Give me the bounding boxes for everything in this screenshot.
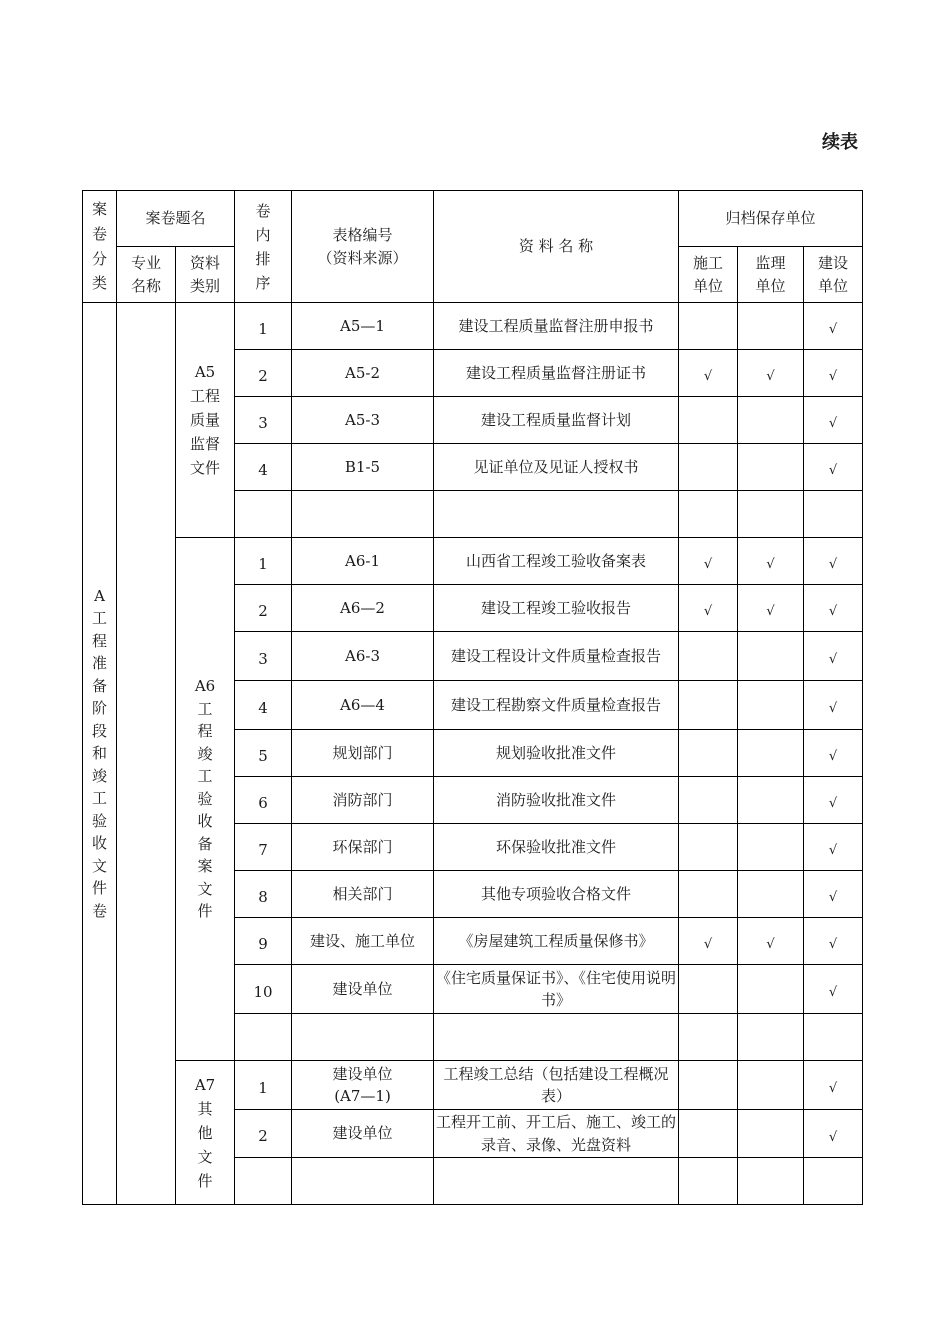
check-construction: √ xyxy=(703,604,713,620)
row-material-name: 建设工程勘察文件质量检查报告 xyxy=(434,681,679,730)
check-construction: √ xyxy=(703,369,713,385)
row-material-name: 环保验收批准文件 xyxy=(434,824,679,871)
row-seq: 5 xyxy=(258,746,268,765)
row-seq: 1 xyxy=(258,319,268,338)
check-construction: √ xyxy=(703,937,713,953)
header-unit-owner: 建设单位 xyxy=(804,247,863,303)
check-owner: √ xyxy=(828,1129,838,1145)
row-form-code: 建设单位 xyxy=(332,1124,393,1143)
check-supervision: √ xyxy=(766,937,775,953)
row-form-code: A6-1 xyxy=(345,551,381,570)
header-unit-construction: 施工单位 xyxy=(679,247,738,303)
header-material-name: 资 料 名 称 xyxy=(434,191,679,303)
row-seq: 8 xyxy=(258,887,268,906)
check-owner: √ xyxy=(828,796,838,812)
group-a6-label: A6工程竣工验收备案文件 xyxy=(176,538,235,1061)
check-owner: √ xyxy=(828,322,838,338)
row-form-code: 规划部门 xyxy=(332,743,393,762)
header-form-number xyxy=(292,191,434,303)
archive-table xyxy=(82,190,863,1205)
row-seq: 6 xyxy=(258,793,268,812)
table-row xyxy=(83,1061,863,1110)
row-form-code: A5-3 xyxy=(345,410,381,429)
group-a5-label: A5工程质量监督文件 xyxy=(176,303,235,538)
group-a7-label: A7其他文件 xyxy=(176,1061,235,1205)
row-form-code: A6—4 xyxy=(340,695,385,714)
row-seq: 2 xyxy=(258,601,268,620)
header-specialty-name: 专业名称 xyxy=(117,247,176,303)
row-form-code-cell xyxy=(292,1061,434,1110)
row-seq: 3 xyxy=(258,649,268,668)
row-form-code: 相关部门 xyxy=(332,884,393,903)
row-material-name: 其他专项验收合格文件 xyxy=(434,871,679,918)
check-owner: √ xyxy=(828,416,838,432)
row-material-name: 见证单位及见证人授权书 xyxy=(434,444,679,491)
check-owner: √ xyxy=(828,1081,838,1097)
row-form-code: B1-5 xyxy=(344,457,381,476)
check-owner: √ xyxy=(828,843,838,859)
row-material-name: 《房屋建筑工程质量保修书》 xyxy=(434,918,679,965)
row-material-name: 建设工程质量监督注册申报书 xyxy=(434,303,679,350)
row-form-code-secondary: (A7—1) xyxy=(334,1087,391,1105)
check-owner: √ xyxy=(828,890,838,906)
row-seq: 10 xyxy=(253,982,273,1001)
row-material-name: 工程竣工总结（包括建设工程概况表） xyxy=(434,1061,679,1110)
row-seq: 4 xyxy=(258,460,268,479)
row-material-name: 规划验收批准文件 xyxy=(434,730,679,777)
check-owner: √ xyxy=(828,604,838,620)
row-material-name: 山西省工程竣工验收备案表 xyxy=(434,538,679,585)
check-owner: √ xyxy=(828,557,838,573)
row-material-name: 建设工程质量监督注册证书 xyxy=(434,350,679,397)
row-form-code: 建设单位 xyxy=(332,1064,393,1083)
table-row xyxy=(83,538,863,585)
check-owner: √ xyxy=(828,985,838,1001)
row-seq: 1 xyxy=(258,554,268,573)
row-seq: 2 xyxy=(258,366,268,385)
check-owner: √ xyxy=(828,652,838,668)
table-row xyxy=(83,303,863,350)
header-archive-units: 归档保存单位 xyxy=(679,191,863,247)
row-form-code: 建设单位 xyxy=(332,979,393,998)
continued-table-label: 续表 xyxy=(822,132,858,153)
row-seq: 4 xyxy=(258,698,268,717)
form-source-label: （资料来源） xyxy=(317,248,408,267)
header-unit-supervision: 监理单位 xyxy=(738,247,804,303)
header-volume-title: 案卷题名 xyxy=(117,191,235,247)
row-seq: 7 xyxy=(258,840,268,859)
check-supervision: √ xyxy=(766,557,775,573)
check-construction: √ xyxy=(703,557,713,573)
specialty-name-cell xyxy=(117,303,176,1205)
check-owner: √ xyxy=(828,463,838,479)
check-supervision: √ xyxy=(766,369,775,385)
check-owner: √ xyxy=(828,749,838,765)
header-material-type: 资料类别 xyxy=(176,247,235,303)
row-material-name: 建设工程设计文件质量检查报告 xyxy=(434,632,679,681)
check-owner: √ xyxy=(828,369,838,385)
row-seq: 3 xyxy=(258,413,268,432)
form-number-label: 表格编号 xyxy=(332,226,393,244)
row-material-name: 消防验收批准文件 xyxy=(434,777,679,824)
row-form-code: A5-2 xyxy=(345,363,381,382)
header-category: 案卷分类 xyxy=(83,191,117,303)
check-owner: √ xyxy=(828,701,838,717)
row-form-code: A6—2 xyxy=(340,598,385,617)
header-order: 卷内排序 xyxy=(235,191,292,303)
row-form-code: 建设、施工单位 xyxy=(310,931,416,950)
check-owner: √ xyxy=(828,937,838,953)
row-seq: 2 xyxy=(258,1127,268,1146)
check-supervision: √ xyxy=(766,604,775,620)
table-body xyxy=(83,191,863,1205)
row-material-name: 工程开工前、开工后、施工、竣工的录音、录像、光盘资料 xyxy=(434,1110,679,1158)
row-form-code: 消防部门 xyxy=(332,790,393,809)
row-material-name: 建设工程质量监督计划 xyxy=(434,397,679,444)
row-material-name: 《住宅质量保证书》、《住宅使用说明书》 xyxy=(434,965,679,1014)
row-form-code: 环保部门 xyxy=(332,837,393,856)
row-material-name: 建设工程竣工验收报告 xyxy=(434,585,679,632)
row-form-code: A6-3 xyxy=(345,646,381,665)
category-label: A工程准备阶段和竣工验收文件卷 xyxy=(83,303,117,1205)
row-seq: 9 xyxy=(258,934,268,953)
row-seq: 1 xyxy=(258,1078,268,1097)
row-form-code: A5—1 xyxy=(340,316,385,335)
